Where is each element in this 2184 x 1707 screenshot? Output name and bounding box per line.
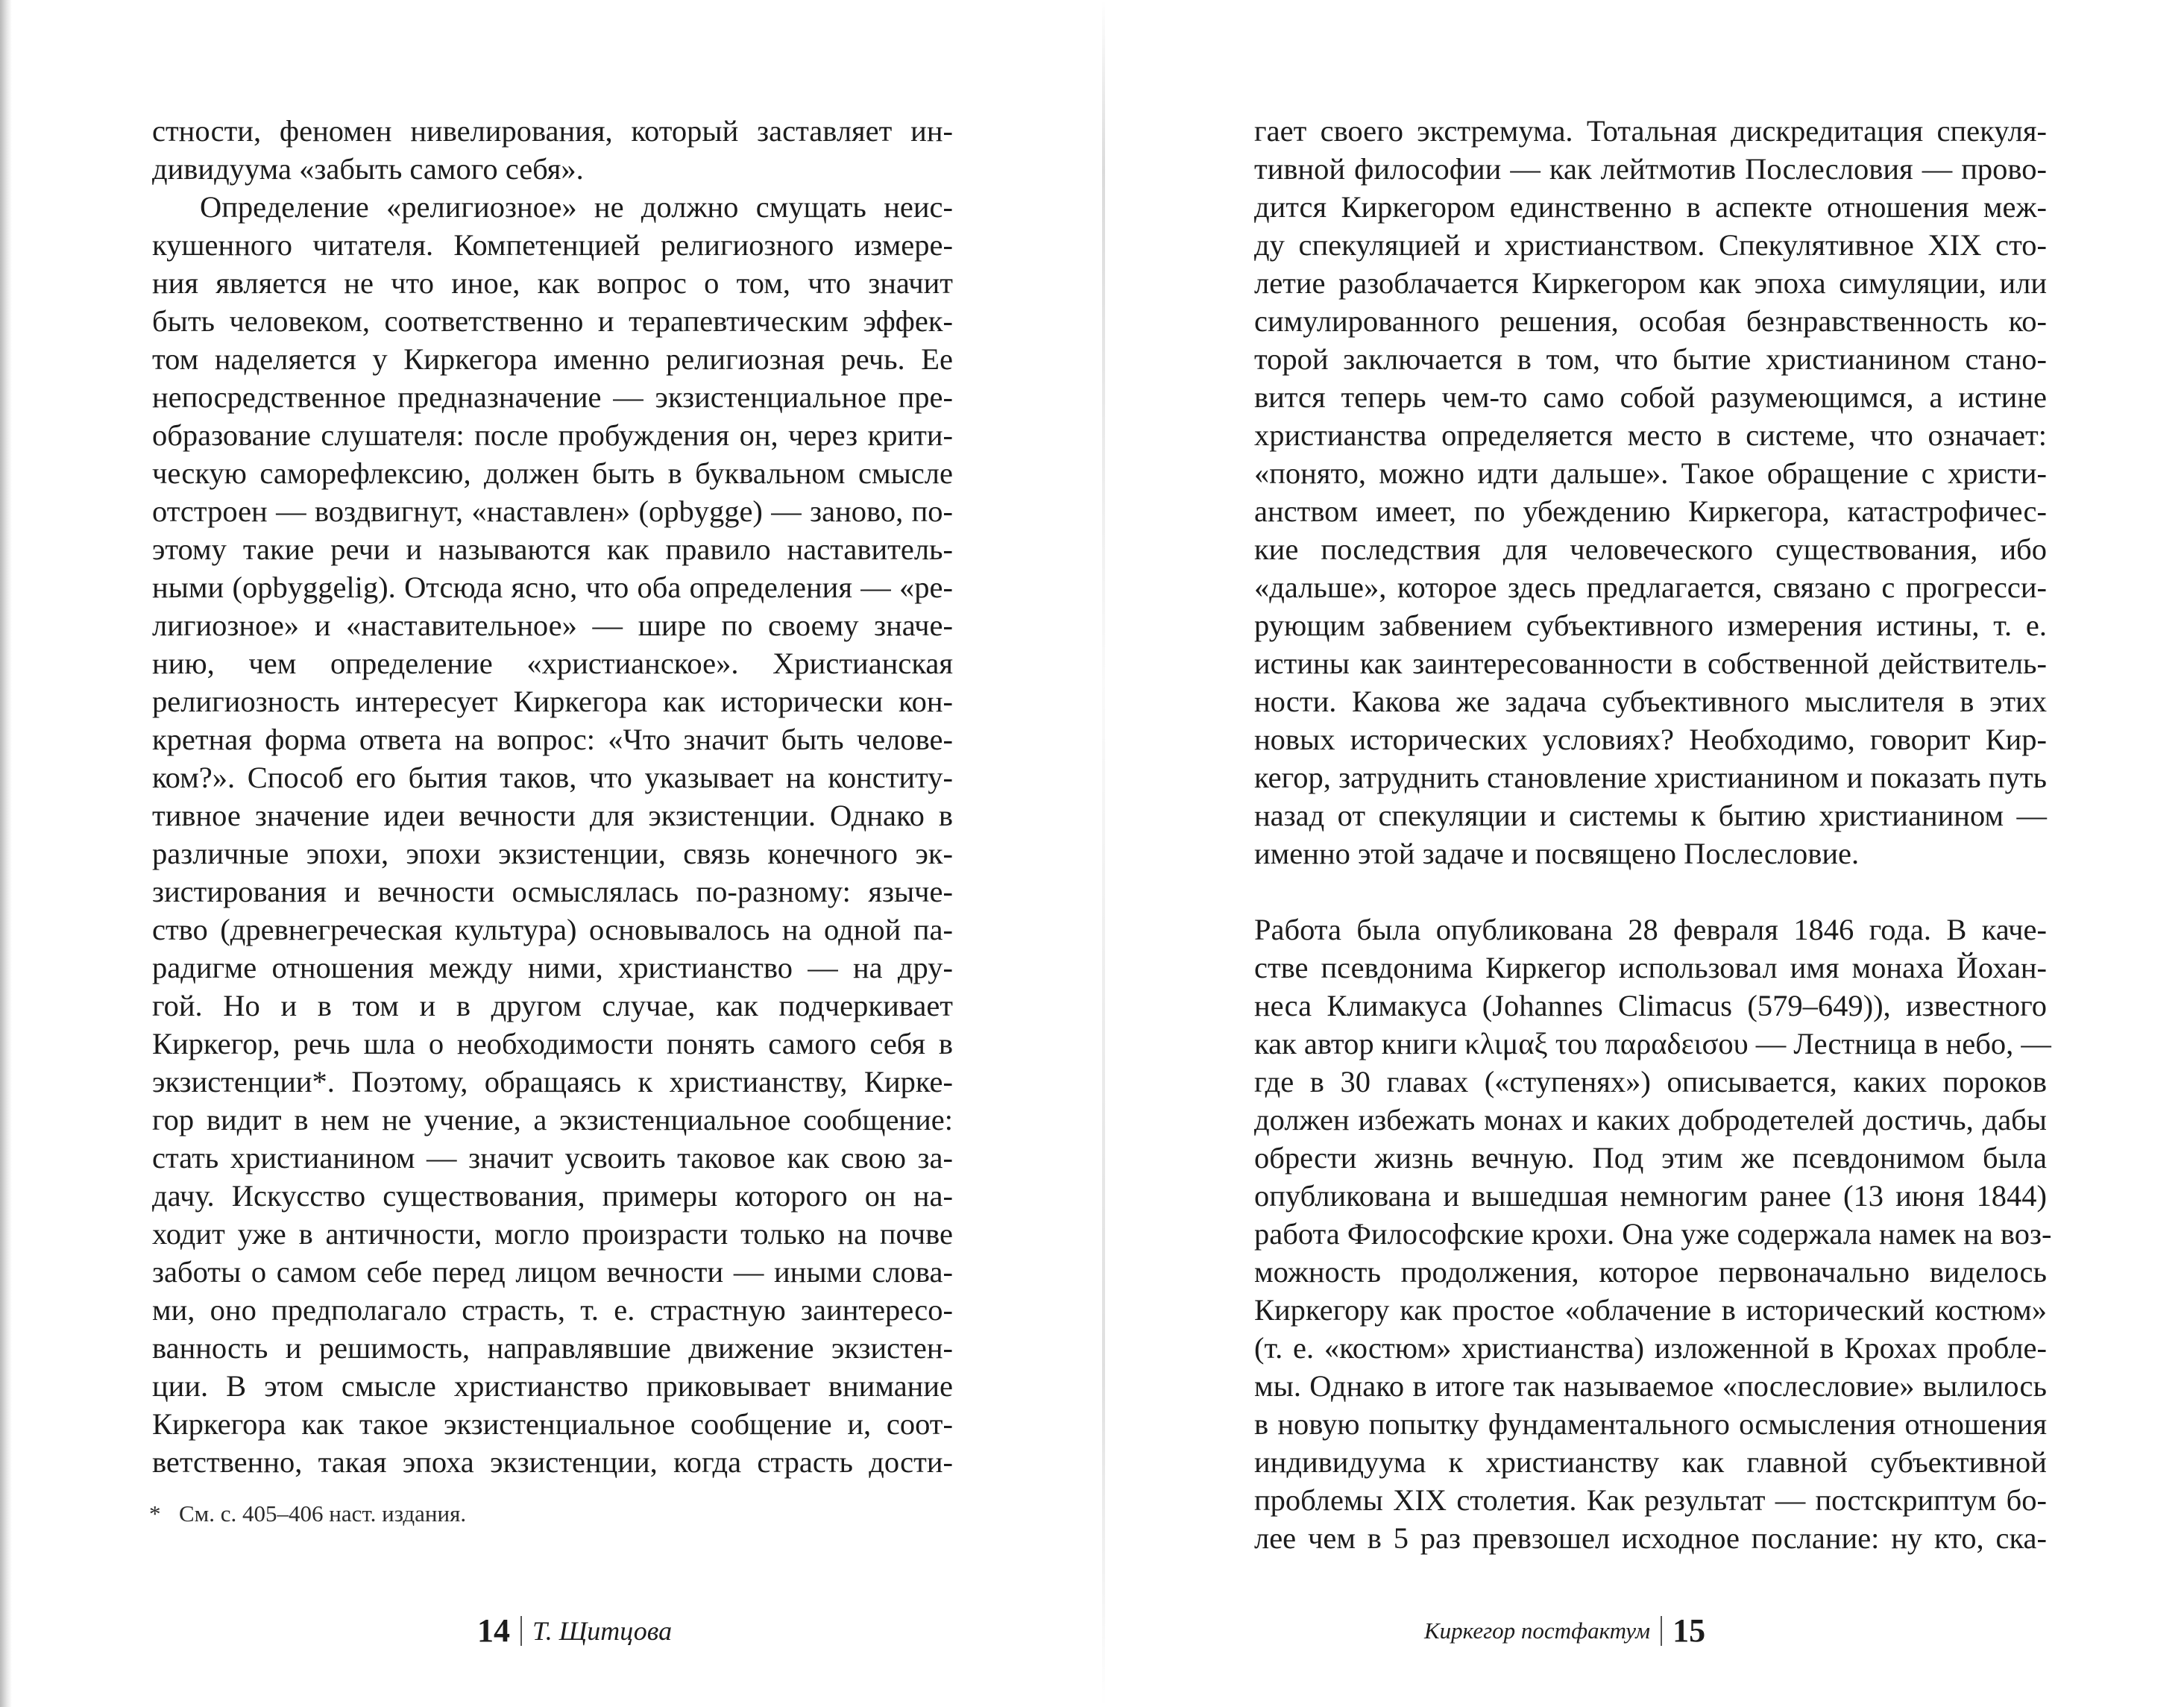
text-line: кретная форма ответа на вопрос: «Что значит быть челове-: [152, 723, 953, 756]
text-line: ческую саморефлексию, должен быть в буквальном смысле: [152, 456, 953, 490]
text-line: индивидуума к христианству как главной субъективной: [1254, 1445, 2047, 1479]
text-line: лигиозное» и «наставительное» — шире по своему значе-: [152, 609, 953, 642]
text-line: стве псевдонима Киркегор использовал имя монаха Йохан-: [1254, 951, 2047, 984]
text-line: ванность и решимость, направлявшие движение экзистен-: [152, 1331, 953, 1365]
text-line: именно этой задаче и посвящено Послесловие.: [1254, 837, 1860, 870]
left-running-footer: [477, 1612, 673, 1649]
text-line: быть человеком, соответственно и терапевтическим эффек-: [152, 304, 953, 338]
text-line: непосредственное предназначение — экзистенциальное пре-: [152, 380, 953, 414]
text-line: стать христианином — значит усвоить таковое как свою за-: [152, 1141, 953, 1175]
text-line: лее чем в 5 раз превзошел исходное послание: ну кто, ска-: [1254, 1521, 2047, 1555]
text-line: Киркегору как простое «облачение в исторический костюм»: [1254, 1293, 2047, 1327]
text-line: ду спекуляцией и христианством. Спекулятивное XIX сто-: [1254, 228, 2047, 262]
text-line: «понято, можно идти дальше». Такое обращение с христи-: [1254, 456, 2047, 490]
text-line: различные эпохи, эпохи экзистенции, связь конечного эк-: [152, 837, 953, 870]
text-line: мы. Однако в итоге так называемое «послесловие» вылилось: [1254, 1369, 2047, 1403]
footnote: [149, 1499, 466, 1529]
text-line: радигме отношения между ними, христианство — на дру-: [152, 951, 953, 984]
text-line: кие последствия для человеческого существования, ибо: [1254, 532, 2047, 566]
text-line: тивное значение идеи вечности для экзистенции. Однако в: [152, 799, 953, 832]
text-line: нию, чем определение «христианское». Христианская: [152, 647, 953, 680]
text-line: вится теперь чем-то само собой разумеющимся, а истине: [1254, 380, 2047, 414]
text-line: гой. Но и в том и в другом случае, как подчеркивает: [152, 989, 953, 1022]
text-line: «дальше», которое здесь предлагается, связано с прогресси-: [1254, 570, 2047, 604]
book-gutter: [1102, 0, 1105, 1707]
text-line: ния является не что иное, как вопрос о том, что значит: [152, 266, 953, 300]
text-line: стности, феномен нивелирования, который заставляет ин-: [152, 114, 953, 148]
text-line: религиозность интересует Киркегора как исторически кон-: [152, 685, 953, 718]
text-line: где в 30 главах («ступенях») описывается, каких пороков: [1254, 1065, 2047, 1098]
right-running-footer: [1424, 1612, 1706, 1649]
text-line: ности. Какова же задача субъективного мыслителя в этих: [1254, 685, 2047, 718]
text-line: ными (opbyggelig). Отсюда ясно, что оба определения — «ре-: [152, 570, 953, 604]
text-line: неса Климакуса (Johannes Climacus (579–649)), известного: [1254, 989, 2047, 1022]
right-page-number: 15: [1672, 1612, 1706, 1649]
text-line: Определение «религиозное» не должно смущать неис-: [200, 190, 953, 224]
text-line: торой заключается в том, что бытие христианином стано-: [1254, 342, 2047, 376]
text-line: симулированного решения, особая безнравственность ко-: [1254, 304, 2047, 338]
text-line: кегор, затруднить становление христианином и показать путь: [1254, 761, 2047, 794]
author-name: Т. Щитцова: [532, 1616, 673, 1646]
text-line: тивной философии — как лейтмотив Послесловия — прово-: [1254, 152, 2047, 186]
text-line: дится Киркегором единственно в аспекте отношения меж-: [1254, 190, 2047, 224]
text-line: должен избежать монах и каких добродетелей достичь, дабы: [1254, 1103, 2047, 1137]
text-line: том наделяется у Киркегора именно религиозная речь. Ее: [152, 342, 953, 376]
text-line: ходит уже в античности, могло произрасти только на почве: [152, 1217, 953, 1251]
footnote-text: См. с. 405–406 наст. издания.: [179, 1500, 467, 1527]
running-title: Киркегор постфактум: [1424, 1618, 1651, 1644]
text-line: истины как заинтересованности в собственной действитель-: [1254, 647, 2047, 680]
text-line: экзистенции*. Поэтому, обращаясь к христианству, Кирке-: [152, 1065, 953, 1098]
footnote-mark: *: [149, 1500, 161, 1527]
text-line: как автор книги κλιμαξ του παραδεισου — Лестница в небо, —: [1254, 1027, 2051, 1060]
right-page-text: [1254, 112, 2052, 1557]
text-line: дачу. Искусство существования, примеры которого он на-: [152, 1179, 953, 1213]
folio-separator: [1661, 1616, 1662, 1646]
text-line: Киркегора как такое экзистенциальное сообщение и, соот-: [152, 1407, 953, 1441]
text-line: рующим забвением субъективного измерения истины, т. е.: [1254, 609, 2047, 642]
text-line: гает своего экстремума. Тотальная дискредитация спекуля-: [1254, 114, 2047, 148]
text-line: ком?». Способ его бытия таков, что указывает на конститу-: [152, 761, 953, 794]
text-line: Киркегор, речь шла о необходимости понять самого себя в: [152, 1027, 953, 1060]
left-page-number: 14: [477, 1612, 510, 1649]
text-line: Работа была опубликована 28 февраля 1846 года. В каче-: [1254, 913, 2047, 946]
text-line: кушенного читателя. Компетенцией религиозного измере-: [152, 228, 953, 262]
text-line: проблемы XIX столетия. Как результат — постскриптум бо-: [1254, 1483, 2047, 1517]
folio-separator: [520, 1616, 522, 1646]
text-line: ство (древнегреческая культура) основывалось на одной па-: [152, 913, 953, 946]
left-page-text: [152, 112, 953, 1481]
text-line: заботы о самом себе перед лицом вечности — иными слова-: [152, 1255, 953, 1289]
text-line: ветственно, такая эпоха экзистенции, когда страсть дости-: [152, 1445, 953, 1479]
text-line: (т. е. «костюм» христианства) изложенной в Крохах пробле-: [1254, 1331, 2047, 1365]
text-line: образование слушателя: после пробуждения он, через крити-: [152, 418, 953, 452]
text-line: этому такие речи и называются как правило наставитель-: [152, 532, 953, 566]
text-line: опубликована и вышедшая немногим ранее (13 июня 1844): [1254, 1179, 2047, 1213]
text-line: можность продолжения, которое первоначально виделось: [1254, 1255, 2047, 1289]
text-line: отстроен — воздвигнут, «наставлен» (opbygge) — заново, по-: [152, 494, 953, 528]
text-line: зистирования и вечности осмыслялась по-разному: языче-: [152, 875, 953, 908]
text-line: новых исторических условиях? Необходимо, говорит Кир-: [1254, 723, 2047, 756]
text-line: работа Философские крохи. Она уже содержала намек на воз-: [1254, 1217, 2052, 1251]
text-line: в новую попытку фундаментального осмысления отношения: [1254, 1407, 2047, 1441]
paragraph-gap: [1254, 873, 2047, 911]
text-line: назад от спекуляции и системы к бытию христианином —: [1254, 799, 2047, 832]
text-line: ции. В этом смысле христианство приковывает внимание: [152, 1369, 953, 1403]
text-line: дивидуума «забыть самого себя».: [152, 152, 584, 186]
text-line: христианства определяется место в системе, что означает:: [1254, 418, 2047, 452]
page-edge-shadow: [0, 0, 12, 1707]
text-line: обрести жизнь вечную. Под этим же псевдонимом была: [1254, 1141, 2047, 1175]
text-line: гор видит в нем не учение, а экзистенциальное сообщение:: [152, 1103, 953, 1137]
text-line: анством имеет, по убеждению Киркегора, катастрофичес-: [1254, 494, 2047, 528]
text-line: летие разоблачается Киркегором как эпоха симуляции, или: [1254, 266, 2047, 300]
text-line: ми, оно предполагало страсть, т. е. страстную заинтересо-: [152, 1293, 953, 1327]
